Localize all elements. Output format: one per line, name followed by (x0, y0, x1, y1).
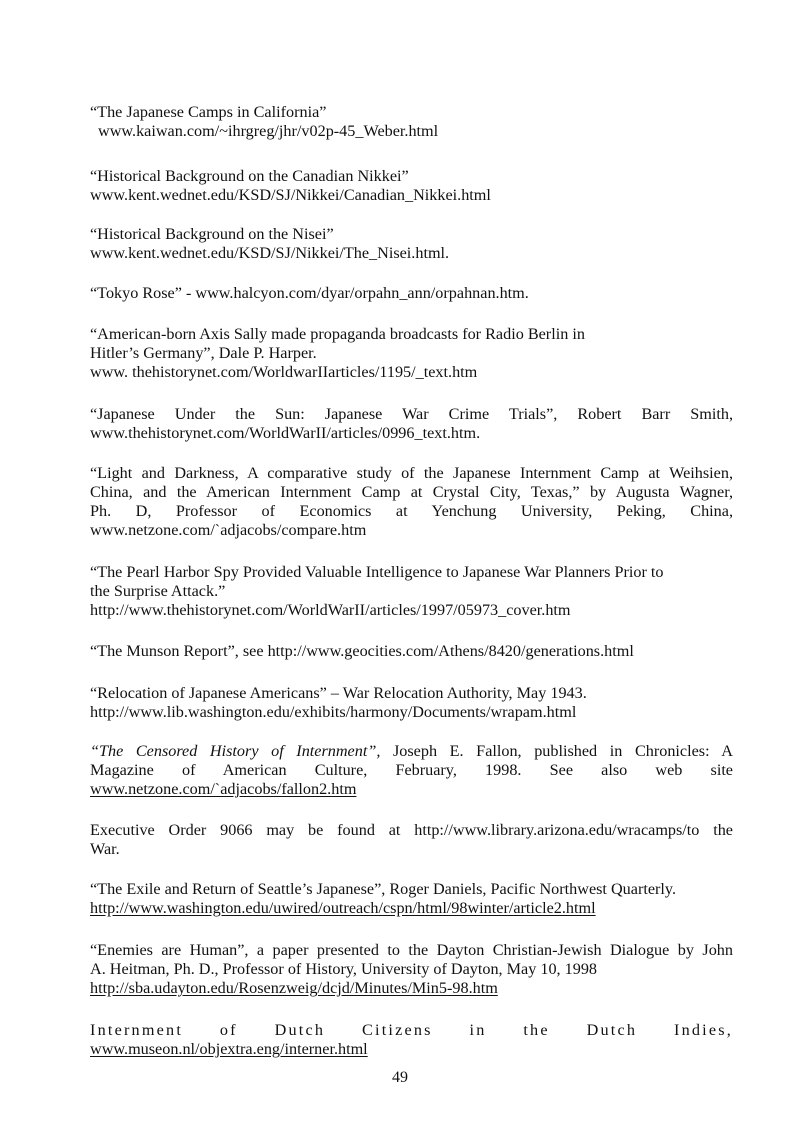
reference-url: http://sba.udayton.edu/Rosenzweig/dcjd/Minutes/Min5-98.htm (90, 979, 498, 997)
reference-title: “The Pearl Harbor Spy Provided Valuable Intelligence to Japanese War Planners Prior to (90, 563, 664, 581)
reference-line: War. (90, 840, 120, 858)
reference-text: “Tokyo Rose” - www.halcyon.com/dyar/orpahn_ann/orpahnan.htm. (90, 284, 529, 302)
reference-url: www.kent.wednet.edu/KSD/SJ/Nikkei/The_Nisei.html. (90, 244, 450, 262)
reference-japanese-camps-california (90, 103, 733, 141)
reference-line: Magazine of American Culture, February, 1998. See also web site (90, 761, 733, 779)
reference-url: www.netzone.com/`adjacobs/compare.htm (90, 521, 367, 539)
reference-line: “Enemies are Human”, a paper presented to the Dayton Christian-Jewish Dialogue by John (90, 941, 733, 959)
reference-text: “The Munson Report”, see http://www.geocities.com/Athens/8420/generations.html (90, 642, 634, 660)
reference-dutch-internment (90, 1021, 733, 1059)
reference-relocation (90, 684, 733, 722)
reference-munson-report (90, 642, 733, 661)
page-number: 49 (392, 1069, 408, 1086)
reference-line-rest: Joseph E. Fallon, published in Chronicles: A (380, 742, 733, 760)
reference-url: http://www.thehistorynet.com/WorldWarII/articles/1997/05973_cover.htm (90, 601, 571, 619)
reference-title: “The Japanese Camps in California” (90, 103, 327, 121)
reference-nisei (90, 225, 733, 263)
reference-exile-and-return (90, 880, 733, 918)
reference-url: www.netzone.com/`adjacobs/fallon2.htm (90, 780, 357, 798)
reference-line: “Light and Darkness, A comparative study of the Japanese Internment Camp at Weihsien, (90, 464, 733, 482)
reference-title: Internment of Dutch Citizens in the Dutch Indies, (90, 1021, 733, 1039)
reference-title: “Japanese Under the Sun: Japanese War Crime Trials”, Robert Barr Smith, (90, 405, 733, 423)
reference-url: www.museon.nl/objextra.eng/interner.html (90, 1040, 368, 1058)
reference-canadian-nikkei (90, 167, 733, 205)
reference-pearl-harbor-spy (90, 563, 733, 620)
reference-url: www.kent.wednet.edu/KSD/SJ/Nikkei/Canadian_Nikkei.html (90, 186, 491, 204)
reference-executive-order (90, 821, 733, 859)
reference-url: http://www.washington.edu/uwired/outreach/cspn/html/98winter/article2.html (90, 899, 596, 917)
reference-title: “Historical Background on the Canadian Nikkei” (90, 167, 409, 185)
reference-title: “The Exile and Return of Seattle’s Japanese”, Roger Daniels, Pacific Northwest Quarterly. (90, 880, 676, 898)
reference-censored-history (90, 742, 733, 799)
reference-line (90, 742, 733, 761)
reference-title: “Historical Background on the Nisei” (90, 225, 334, 243)
reference-italic-title: “The Censored History of Internment”, (90, 742, 381, 760)
reference-title: “American-born Axis Sally made propaganda broadcasts for Radio Berlin in (90, 325, 585, 343)
reference-title: “Relocation of Japanese Americans” – War Relocation Authority, May 1943. (90, 684, 587, 702)
reference-url: http://www.lib.washington.edu/exhibits/harmony/Documents/wrapam.html (90, 703, 577, 721)
reference-axis-sally (90, 325, 733, 382)
reference-light-and-darkness (90, 464, 733, 540)
reference-japanese-under-the-sun (90, 405, 733, 443)
reference-title-cont: the Surprise Attack.” (90, 582, 226, 600)
reference-line: China, and the American Internment Camp at Crystal City, Texas,” by Augusta Wagner, (90, 483, 733, 501)
reference-line: A. Heitman, Ph. D., Professor of History, University of Dayton, May 10, 1998 (90, 960, 598, 978)
reference-author: Hitler’s Germany”, Dale P. Harper. (90, 344, 317, 362)
reference-url: www. thehistorynet.com/WorldwarIIarticles/1195/_text.htm (90, 363, 478, 381)
reference-enemies-are-human (90, 941, 733, 998)
reference-line: Executive Order 9066 may be found at http://www.library.arizona.edu/wracamps/to the (90, 821, 733, 839)
reference-tokyo-rose (90, 284, 733, 303)
reference-url: www.kaiwan.com/~ihrgreg/jhr/v02p-45_Weber.html (98, 122, 439, 140)
reference-line: Ph. D, Professor of Economics at Yenchung University, Peking, China, (90, 502, 733, 520)
reference-url: www.thehistorynet.com/WorldWarII/articles/0996_text.htm. (90, 424, 481, 442)
